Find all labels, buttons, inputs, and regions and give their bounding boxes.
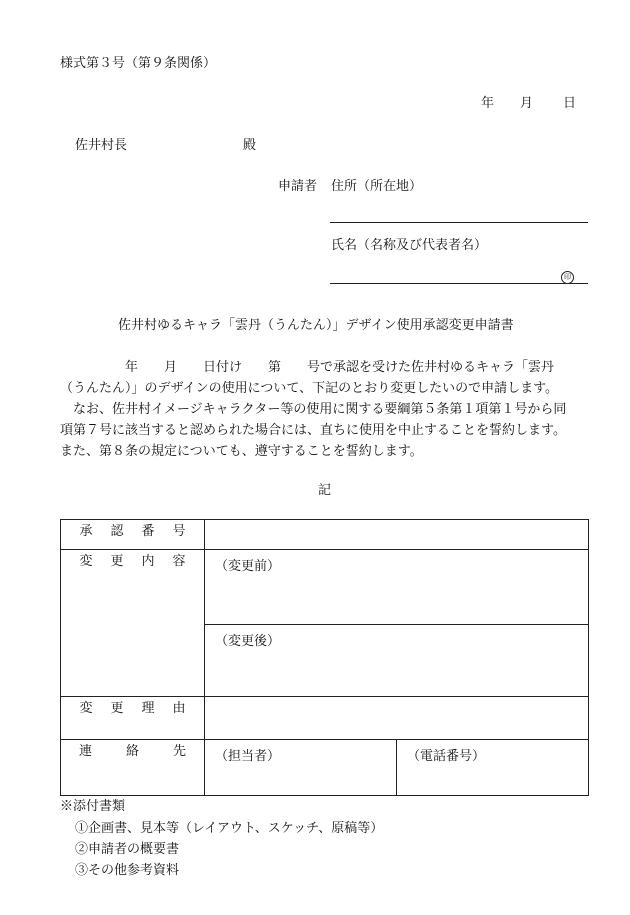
attachments-heading: ※添付書類 (60, 799, 126, 814)
row-contact (61, 740, 589, 796)
attachment-item-2: ②申請者の概要書 (75, 842, 180, 857)
note-heading: 記 (318, 483, 332, 498)
seal-mark: 印 (561, 269, 574, 284)
address-label: 住所（所在地） (331, 179, 423, 194)
attachment-item-3: ③その他参考資料 (75, 863, 180, 878)
name-underline (330, 283, 588, 284)
contact-phone-field[interactable] (397, 740, 589, 796)
applicant-label: 申請者 (278, 179, 318, 194)
change-reason-label: 変 更 理 由 (61, 697, 205, 740)
body-line-4: 項第７号に該当すると認められた場合には、直ちに使用を中止することを誓約します。 (60, 423, 566, 438)
contact-label: 連 絡 先 (61, 740, 205, 796)
form-number: 様式第３号（第９条関係） (60, 56, 217, 71)
change-after-field[interactable] (205, 625, 589, 697)
row-change-before (61, 550, 589, 625)
change-before-label: （変更前） (215, 559, 281, 574)
body-line-2: （うんたん）」のデザインの使用について、下記のとおり変更したいので申請します。 (60, 381, 559, 396)
approval-number-label: 承 認 番 号 (61, 520, 205, 550)
body-line-3: なお、佐井村イメージキャラクター等の使用に関する要綱第５条第１項第１号から同 (60, 402, 567, 417)
change-after-label: （変更後） (215, 634, 281, 649)
body-line-5: また、第８条の規定についても、遵守することを誓約します。 (60, 444, 423, 459)
contact-person-field[interactable] (205, 740, 397, 796)
change-reason-field[interactable] (205, 697, 589, 740)
name-label: 氏名（名称及び代表者名） (331, 238, 488, 253)
approval-number-field[interactable] (205, 520, 589, 550)
date-month-label: 月 (520, 96, 534, 111)
row-change-reason (61, 697, 589, 740)
attachment-item-1: ①企画書、見本等（レイアウト、スケッチ、原稿等） (75, 821, 384, 836)
body-paragraph (60, 357, 590, 462)
addressee-name: 佐井村長 (75, 138, 128, 153)
body-line-1: 年 月 日付け 第 号で承認を受けた佐井村ゆるキャラ「雲丹 (60, 360, 555, 375)
application-table (60, 519, 589, 796)
address-underline (330, 222, 588, 223)
document-title: 佐井村ゆるキャラ「雲丹（うんたん）」デザイン使用承認変更申請書 (118, 318, 514, 333)
addressee-honorific: 殿 (243, 138, 257, 153)
date-day-label: 日 (563, 96, 577, 111)
contact-phone-label: （電話番号） (407, 749, 486, 764)
row-approval-number (61, 520, 589, 550)
date-year-label: 年 (481, 96, 495, 111)
contact-person-label: （担当者） (215, 749, 281, 764)
change-before-field[interactable] (205, 550, 589, 625)
change-content-label: 変 更 内 容 (61, 550, 205, 697)
